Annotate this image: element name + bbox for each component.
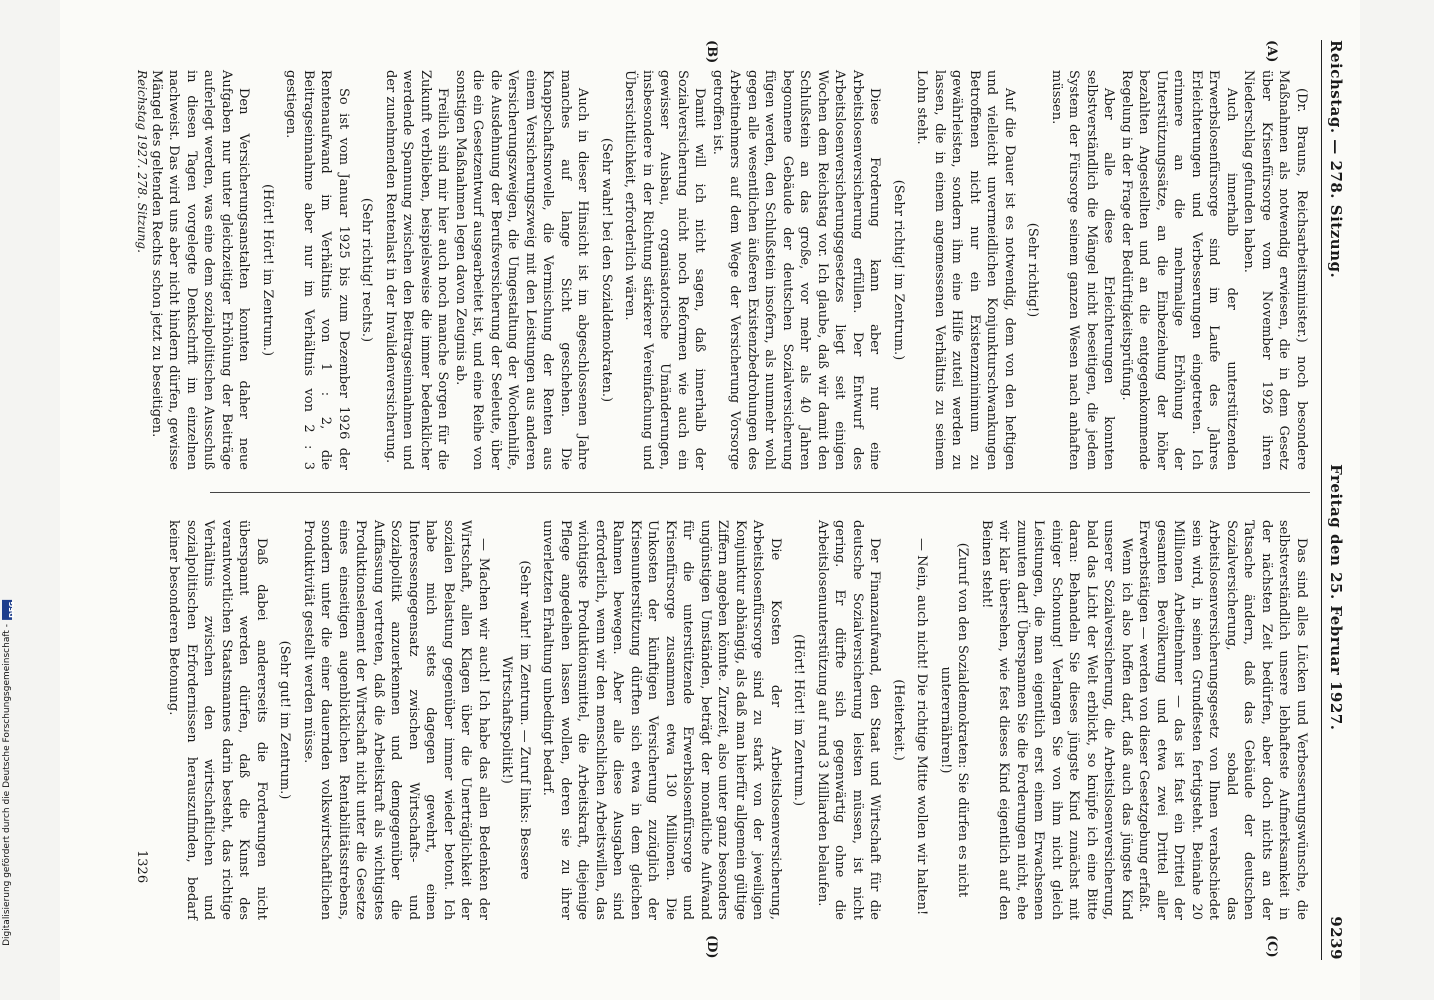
paragraph: Auf die Dauer ist es notwendig, dem von den heftigen und vielleicht unvermeidlichen Konjunkturschwankungen Betroffenen nicht nur ein Existenzminimum zu gewährleisten, sondern ihm eine Hilfe zuteil werden zu lassen, die in einem angemessenen Verhältnis zu seinem Lohn steht.	[914, 70, 1017, 470]
paragraph: Der Finanzaufwand, den Staat und Wirtschaft für die deutsche Sozialversicherung leisten müssen, ist nicht gering. Er dürfte sich gegenwärtig ohne die Arbeitslosenunterstützung auf rund 3 Milliarden belaufen.	[815, 520, 883, 920]
paragraph: Damit will ich nicht sagen, daß innerhalb der Sozialversicherung nicht noch Reformen wie auch ein gewisser Ausbau, organisatorische Umänderungen, insbesondere in der Richtung stärkerer Vereinfachung und Übersichtlichkeit, erforderlich wären.	[622, 70, 708, 470]
margin-mark-a: (A)	[1264, 40, 1279, 63]
paragraph: (Hört! Hört! im Zentrum.)	[260, 183, 275, 357]
paragraph: Wenn ich also hoffen darf, daß auch das jüngste Kind unserer Sozialversicherung, die Arbeitslosenversicherung, bald das Licht der Welt erblickt, so knüpfe ich eine Bitte daran: Behandeln Sie dieses jüngste Kind zunächst mit einiger Schonung! Verlangen Sie von ihm nicht gleich Leistungen, die man eigentlich erst einem Erwachsenen zumuten darf! Überspannen Sie die Forderungen nicht, ehe wir klar übersehen, wie fest dieses Kind eigentlich auf den Beinen steht!	[979, 520, 1134, 920]
paragraph: So ist vom Januar 1925 bis zum Dezember 1926 der Rentenaufwand im Verhältnis von 1 : 2, die Beitragseinnahme aber nur im Verhältnis von 2 : 3 gestiegen.	[283, 70, 351, 470]
paragraph: (Sehr richtig!)	[1025, 222, 1041, 318]
paragraph: — Machen wir auch! Ich habe das allen Bedenken der Wirtschaft, allen Klagen über die Unerträglichkeit der sozialen Belastung gegenüber immer wieder betont. Ich habe mich stets dagegen gewehrt, einen Interessengegensatz zwischen Wirtschafts- und Sozialpolitik anzuerkennen und demgegenüber die Auffassung vertreten, daß die Arbeitskraft als wichtigstes Produktionselement der Wirtschaft nicht unter die Gesetze eines einseitigen augenblicklichen Rentabilitätsstrebens, sondern unter die einer dauernden volkswirtschaftlichen Produktivität gestellt werden müsse.	[301, 520, 491, 920]
digitization-credit	[2, 600, 16, 946]
footer-left: Reichstag 1927. 278. Sitzung.	[135, 70, 149, 253]
paragraph: (Sehr richtig! rechts.)	[359, 197, 375, 343]
paragraph: (Heiterkeit.)	[891, 679, 906, 761]
paragraph: Daß dabei andererseits die Forderungen nicht überspannt werden dürfen, daß die Kunst des verantwortlichen Staatsmannes darin besteht, das richtige Verhältnis zwischen den wirtschaftlichen und sozialpolitischen Erfordernissen herauszufinden, bedarf keiner besonderen Betonung.	[166, 520, 269, 920]
dfg-logo: DFG	[2, 600, 12, 620]
paragraph: — Nein, auch nicht! Die richtige Mitte wollen wir halten!	[914, 538, 930, 916]
paragraph: Auch in dieser Hinsicht ist im abgeschlossenen Jahre manches auf lange Sicht geschehen. Die Knappschaftsnovelle, die Vermischung der Renten aus einem Versicherungszweig mit den Leistungen aus anderen Versicherungszweigen, die Umgestaltung der Wochenhilfe, die Ausdehnung der Berufsversicherung der Seeleute, über die ein Gesetzentwurf ausgearbeitet ist, und eine Reihe von sonstigen Maßnahmen legen davon Zeugnis ab.	[453, 70, 591, 470]
paragraph: Auch innerhalb der unterstützenden Erwerbslosenfürsorge sind im Laufe des Jahres Erleichterungen und Verbesserungen eingetreten. Ich erinnere an die mehrmalige Erhöhung der Unterstützungssätze, an die Einbeziehung der höher bezahlten Angestellten und an die entgegenkommende Regelung in der Frage der Bedürftigkeitsprüfung.	[1119, 70, 1239, 470]
paragraph: (Hört! Hört! im Zentrum.)	[791, 633, 807, 807]
paragraph: Die Kosten der Arbeitslosenversicherung, Arbeitslosenfürsorge sind zu stark von der jeweiligen Konjunktur abhängig, als daß man hierfür allgemein gültige Ziffern angeben könnte. Zurzeit, also unter ganz besonders ungünstigen Umständen, beträgt der monatliche Aufwand für die unterstützende Erwerbslosenfürsorge und Krisenfürsorge zusammen etwa 130 Millionen. Die Unkosten der künftigen Versicherung zuzüglich der Krisenunterstützung dürften sich etwa in dem gleichen Rahmen bewegen. Aber alle diese Ausgaben sind erforderlich, wenn wir den menschlichen Arbeitswillen, das wichtigste Produktionsmittel, die Arbeitskraft, diejenige Pflege angedeihen lassen wollen, deren sie zu ihrer unverletzten Erhaltung unbedingt bedarf.	[540, 520, 783, 920]
header-date: Freitag den 25. Februar 1927.	[1326, 464, 1345, 731]
document-page	[60, 0, 1360, 1000]
margin-mark-b: (B)	[704, 40, 719, 64]
paragraph: (Zuruf von den Sozialdemokraten: Sie dürfen es nicht unterernähren!)	[938, 542, 971, 898]
header-left: Reichstag. — 278. Sitzung.	[1326, 40, 1345, 279]
paragraph: (Sehr wahr! im Zentrum. — Zuruf links: Bessere Wirtschaftspolitik!)	[499, 560, 532, 880]
page-header	[1321, 40, 1348, 960]
paragraph: Das sind alles Lücken und Verbesserungswünsche, die selbstverständlich unsere lebhafteste Aufmerksamkeit in der nächsten Zeit bedürfen, aber doch nichts an der Tatsache ändern, daß das Gebäude der deutschen Sozialversicherung, sobald das Arbeitslosenversicherungsgesetz von Ihnen verabschiedet sein wird, in seinen Grundfesten fertigsteht. Beinahe 20 Millionen Arbeitnehmer — das ist fast ein Drittel der gesamten Bevölkerung und etwa zwei Drittel aller Erwerbstätigen — werden von dieser Gesetzgebung erfaßt.	[1136, 520, 1309, 920]
left-column	[148, 70, 1311, 470]
footer-page-number: 1326	[134, 850, 149, 884]
page-number: 9239	[1326, 916, 1345, 960]
right-column	[165, 520, 1310, 920]
column-divider	[210, 492, 1310, 493]
margin-mark-c: (C)	[1264, 935, 1279, 958]
paragraph: (Sehr richtig! im Zentrum.)	[891, 179, 906, 361]
margin-mark-d: (D)	[704, 935, 719, 959]
paragraph: Aber alle diese Erleichterungen konnten selbstverständlich die Mängel nicht beseitigen, die jedem System der Fürsorge seinem ganzen Wesen nach anhaften müssen.	[1049, 70, 1117, 470]
paragraph: Den Versicherungsanstalten konnten daher neue Aufgaben nur unter gleichzeitiger Erhöhung der Beiträge auferlegt werden, was eine dem sozialpolitischen Ausschuß in diesen Tagen vorgelegte Denkschrift im einzelnen nachweist. Das wird uns aber nicht hindern dürfen, gewisse Mängel des geltenden Rechts schon jetzt zu beseitigen.	[149, 70, 252, 470]
digitization-credit-text: Digitalisierung gefördert durch die Deutsche Forschungsgemeinschaft -	[2, 624, 12, 946]
paragraph: Freilich sind mir hier auch noch manche Sorgen für die Zukunft verblieben, beispielsweise die immer bedenklicher werdende Spannung zwischen den Beitragseinnahmen und der zunehmenden Rentenlast in der Invalidenversicherung.	[383, 70, 451, 470]
paragraph: Diese Forderung kann aber nur eine Arbeitslosenversicherung erfüllen. Der Entwurf des Arbeitslosenversicherungsgesetzes liegt seit einigen Wochen dem Reichstag vor. Ich glaube, daß wir damit den Schlußstein an das große, vor mehr als 40 Jahren begonnene Gebäude der deutschen Sozialversicherung fügen werden, den Schlußstein insofern, als nunmehr wohl gegen alle wesentlichen äußeren Existenzbedrohungen des Arbeitnehmers auf dem Wege der Versicherung Vorsorge getroffen ist.	[710, 70, 883, 470]
paragraph: (Dr. Brauns, Reichsarbeitsminister.) noch besondere Maßnahmen als notwendig erwiesen, die in dem Gesetz über Krisenfürsorge vom November 1926 ihren Niederschlag gefunden haben.	[1241, 70, 1309, 470]
paragraph: (Sehr gut! im Zentrum.)	[277, 640, 293, 800]
paragraph: (Sehr wahr! bei den Sozialdemokraten.)	[599, 137, 614, 403]
